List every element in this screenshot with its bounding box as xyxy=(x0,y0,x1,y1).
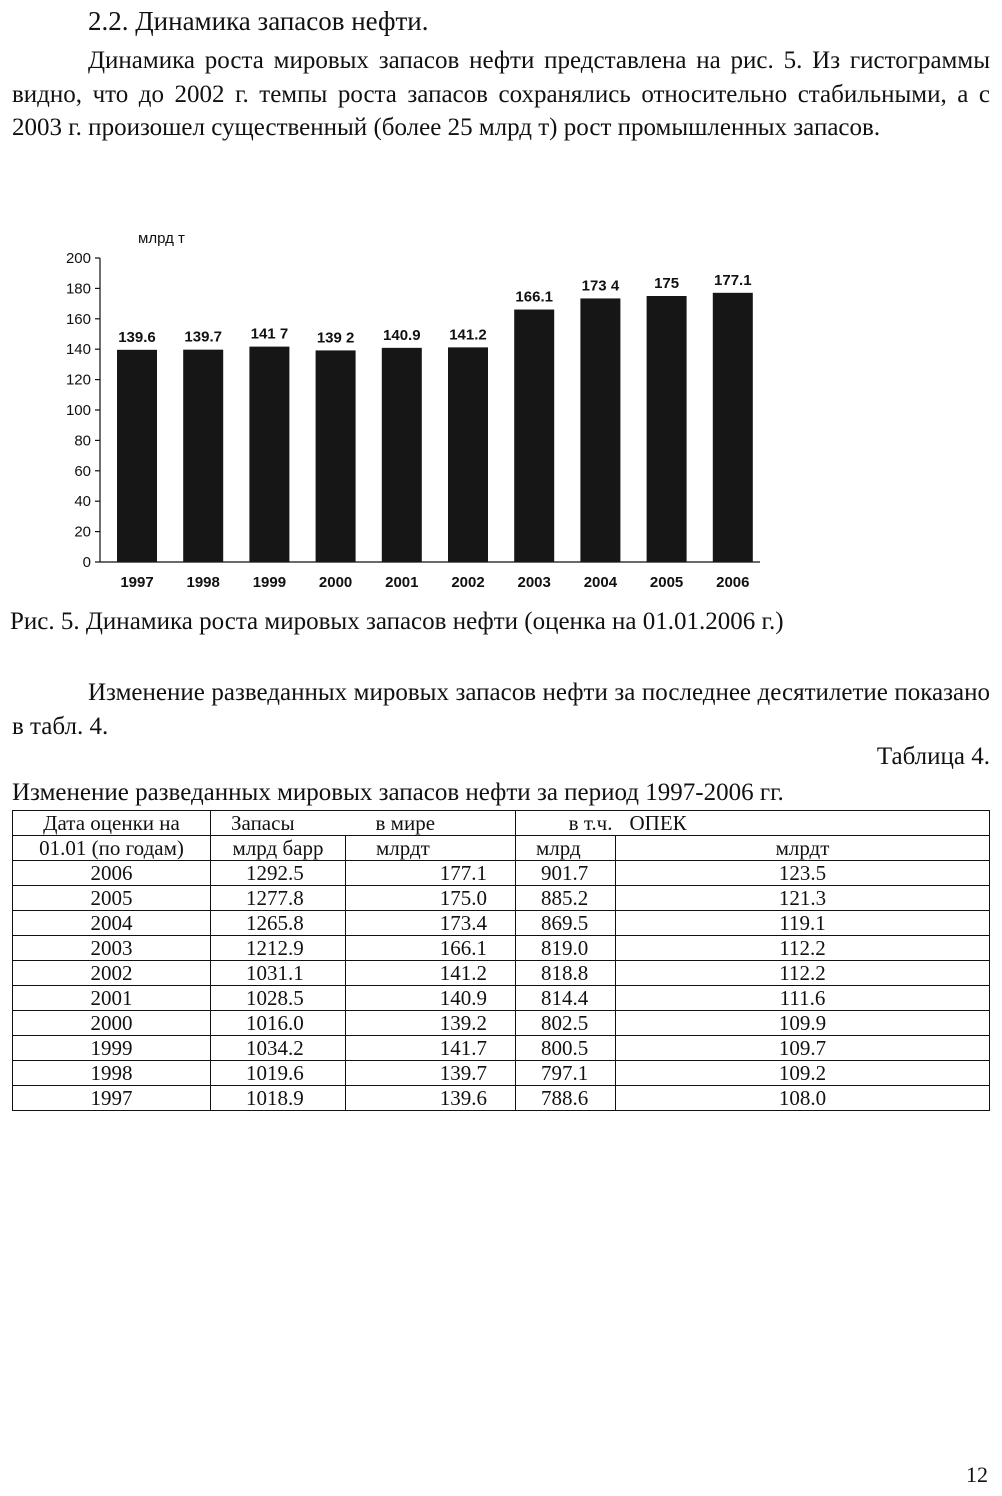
reserves-bar-chart xyxy=(60,225,760,600)
y-tick-label: 120 xyxy=(65,371,91,389)
table-cell: 108.0 xyxy=(616,1086,990,1111)
table-row xyxy=(13,1011,990,1036)
header-cell: в т.ч. xyxy=(516,811,616,836)
table-cell: 788.6 xyxy=(516,1086,616,1111)
y-tick-label: 180 xyxy=(65,280,91,298)
table-cell: 819.0 xyxy=(516,936,616,961)
table-cell: 2004 xyxy=(13,911,211,936)
y-tick-label: 140 xyxy=(65,341,91,359)
bar-2000 xyxy=(316,350,356,562)
table-subheader-row xyxy=(13,836,990,861)
table-cell: 814.4 xyxy=(516,986,616,1011)
table-cell: 802.5 xyxy=(516,1011,616,1036)
x-tick-label-2006: 2006 xyxy=(716,574,750,591)
y-tick-label: 80 xyxy=(74,432,91,450)
page-number: 12 xyxy=(966,1462,988,1487)
table-intro-paragraph: Изменение разведанных мировых запасов нефти за последнее десятилетие показано в табл. 4. xyxy=(12,679,990,740)
table-row xyxy=(13,861,990,886)
subheader-cell: млрд барр xyxy=(211,836,346,861)
x-tick-label-2002: 2002 xyxy=(451,574,485,591)
header-cell: ОПЕК xyxy=(616,811,990,836)
data-label-2003: 166.1 xyxy=(515,288,553,306)
bar-2003 xyxy=(514,310,554,562)
intro-paragraph: Динамика роста мировых запасов нефти представлена на рис. 5. Из гистограммы видно, что до 2002 г. темпы роста запасов сохранялись относительно стабильными, а с 2003 г. произошел существенный (более 25 млрд т) рост промышленных запасов. xyxy=(12,47,990,141)
data-label-2001: 140.9 xyxy=(383,326,421,344)
y-tick-label: 200 xyxy=(65,250,91,267)
y-tick-label: 100 xyxy=(65,402,91,419)
y-axis-label: млрд т xyxy=(138,230,185,247)
table-cell: 2006 xyxy=(13,861,211,886)
data-label-1998: 139.7 xyxy=(184,328,222,346)
table-cell: 2001 xyxy=(13,986,211,1011)
table-row xyxy=(13,936,990,961)
table-cell: 141.7 xyxy=(346,1036,516,1061)
x-tick-label-2000: 2000 xyxy=(318,574,353,591)
table-row xyxy=(13,1061,990,1086)
bar-2002 xyxy=(448,347,488,562)
table-cell: 177.1 xyxy=(346,861,516,886)
table-cell: 139.7 xyxy=(346,1061,516,1086)
x-tick-label-2004: 2004 xyxy=(583,574,618,591)
table-cell: 119.1 xyxy=(616,911,990,936)
table-header-row xyxy=(13,811,990,836)
x-tick-label-2003: 2003 xyxy=(517,574,551,591)
subheader-cell: млрдт xyxy=(346,836,516,861)
table-cell: 139.6 xyxy=(346,1086,516,1111)
header-cell: Запасы xyxy=(211,811,346,836)
data-label-1997: 139.6 xyxy=(118,328,156,346)
table-cell: 1016.0 xyxy=(211,1011,346,1036)
x-tick-label-1999: 1999 xyxy=(252,574,287,591)
table-row xyxy=(13,886,990,911)
x-tick-label-1998: 1998 xyxy=(186,574,220,591)
table-row xyxy=(13,1086,990,1111)
table-cell: 112.2 xyxy=(616,936,990,961)
subheader-cell: 01.01 (по годам) xyxy=(13,836,211,861)
bar-1999 xyxy=(249,347,289,562)
data-label-2004: 173 4 xyxy=(581,277,620,295)
y-tick-label: 40 xyxy=(74,493,91,511)
table-cell: 111.6 xyxy=(616,986,990,1011)
table-cell: 139.2 xyxy=(346,1011,516,1036)
data-label-1999: 141 7 xyxy=(250,325,289,343)
table-cell: 1212.9 xyxy=(211,936,346,961)
figure-caption: Рис. 5. Динамика роста мировых запасов нефти (оценка на 01.01.2006 г.) xyxy=(10,608,784,635)
y-tick-label: 0 xyxy=(82,554,91,571)
table-cell: 175.0 xyxy=(346,886,516,911)
table-cell: 1019.6 xyxy=(211,1061,346,1086)
bar-2001 xyxy=(382,348,422,562)
table-cell: 885.2 xyxy=(516,886,616,911)
table-title: Изменение разведанных мировых запасов нефти за период 1997-2006 гг. xyxy=(12,779,784,806)
table-cell: 1265.8 xyxy=(211,911,346,936)
header-cell: в мире xyxy=(346,811,516,836)
y-tick-label: 20 xyxy=(74,523,91,541)
bar-2004 xyxy=(580,298,620,562)
table-cell: 1018.9 xyxy=(211,1086,346,1111)
table-row xyxy=(13,961,990,986)
table-cell: 121.3 xyxy=(616,886,990,911)
y-tick-label: 160 xyxy=(65,310,91,328)
table-cell: 2005 xyxy=(13,886,211,911)
table-row xyxy=(13,911,990,936)
table-cell: 1999 xyxy=(13,1036,211,1061)
table-number: Таблица 4. xyxy=(876,743,990,770)
table-row xyxy=(13,1036,990,1061)
subheader-cell: млрдт xyxy=(616,836,990,861)
table-cell: 818.8 xyxy=(516,961,616,986)
table-cell: 140.9 xyxy=(346,986,516,1011)
table-cell: 800.5 xyxy=(516,1036,616,1061)
x-tick-label-1997: 1997 xyxy=(120,574,154,591)
subheader-cell: млрд xyxy=(516,836,616,861)
table-row xyxy=(13,986,990,1011)
table-cell: 109.9 xyxy=(616,1011,990,1036)
header-cell: Дата оценки на xyxy=(13,811,211,836)
table-cell: 112.2 xyxy=(616,961,990,986)
data-label-2000: 139 2 xyxy=(316,329,355,347)
bar-1997 xyxy=(117,350,157,562)
table-cell: 109.2 xyxy=(616,1061,990,1086)
table-cell: 2002 xyxy=(13,961,211,986)
table-cell: 2003 xyxy=(13,936,211,961)
data-label-2005: 175 xyxy=(654,275,680,292)
table-cell: 166.1 xyxy=(346,936,516,961)
data-label-2006: 177.1 xyxy=(714,271,752,289)
section-heading: 2.2. Динамика запасов нефти. xyxy=(88,6,429,36)
x-tick-label-2001: 2001 xyxy=(385,574,419,591)
table-cell: 1292.5 xyxy=(211,861,346,886)
table-cell: 141.2 xyxy=(346,961,516,986)
table-cell: 1028.5 xyxy=(211,986,346,1011)
table-cell: 901.7 xyxy=(516,861,616,886)
table-cell: 1031.1 xyxy=(211,961,346,986)
bar-1998 xyxy=(183,350,223,562)
table-cell: 1034.2 xyxy=(211,1036,346,1061)
table-cell: 869.5 xyxy=(516,911,616,936)
data-label-2002: 141.2 xyxy=(449,326,487,344)
table-cell: 797.1 xyxy=(516,1061,616,1086)
table-cell: 173.4 xyxy=(346,911,516,936)
table-cell: 1277.8 xyxy=(211,886,346,911)
table-cell: 109.7 xyxy=(616,1036,990,1061)
reserves-table xyxy=(12,810,990,1111)
table-cell: 2000 xyxy=(13,1011,211,1036)
table-cell: 1997 xyxy=(13,1086,211,1111)
table-cell: 1998 xyxy=(13,1061,211,1086)
bar-2006 xyxy=(713,293,753,562)
table-cell: 123.5 xyxy=(616,861,990,886)
x-tick-label-2005: 2005 xyxy=(649,574,684,591)
bar-2005 xyxy=(647,296,687,562)
y-tick-label: 60 xyxy=(74,462,91,480)
